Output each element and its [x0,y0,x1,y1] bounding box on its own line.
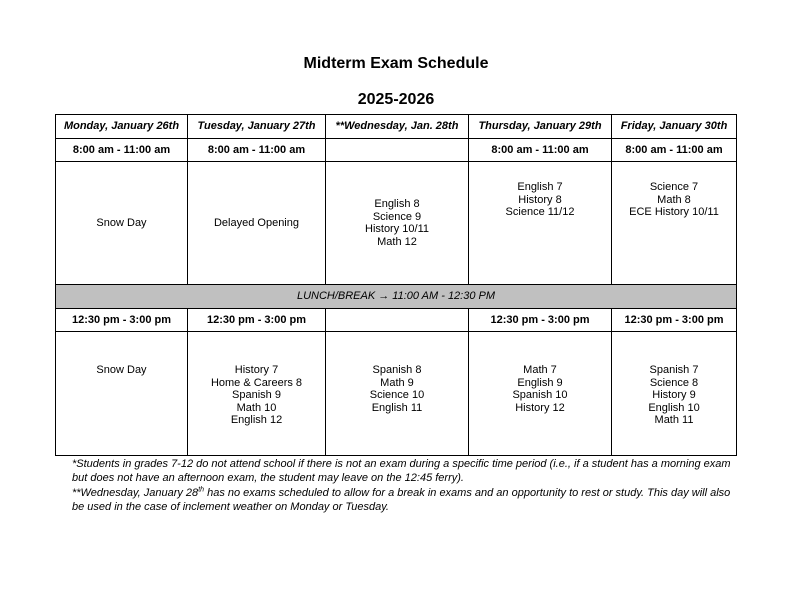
exam-subject: Spanish 7 [649,364,699,376]
exam-subject: History 7 [234,364,279,376]
morning-exam-row [56,162,737,285]
exam-cell [188,162,326,285]
exam-subject: ECE History 10/11 [629,206,719,218]
exam-subject: English 12 [230,414,283,426]
day-header: **Wednesday, Jan. 28th [326,115,469,139]
time-slot: 12:30 pm - 3:00 pm [469,309,612,332]
exam-subject: Science 11/12 [505,206,575,218]
exam-subject: Snow Day [96,216,147,229]
exam-cell [612,332,737,456]
exam-cell [326,162,469,285]
afternoon-exam-row [56,332,737,456]
exam-subject: Spanish 10 [512,389,568,401]
day-header: Friday, January 30th [612,115,737,139]
footnote-wednesday-rest: has no exams scheduled to allow for a break in exams and an opportunity to rest or study. This day will also be used in the case of inclement weather on Monday or Tuesday. [72,486,731,513]
exam-subject: Delayed Opening [213,216,299,229]
exam-subject: Science 9 [372,210,422,223]
exam-subject: Science 7 [649,181,699,193]
exam-subject: English 11 [371,401,423,414]
school-year: 2025-2026 [357,91,435,108]
exam-subject: English 9 [517,376,563,389]
exam-subject: Science 8 [649,376,699,389]
exam-subject: English 7 [517,181,563,193]
exam-cell [188,332,326,456]
page-title: Midterm Exam Schedule [303,55,489,72]
time-slot: 8:00 am - 11:00 am [469,139,612,162]
day-header: Tuesday, January 27th [188,115,326,139]
morning-time-row [56,139,737,162]
day-header: Monday, January 26th [56,115,188,139]
exam-cell [326,332,469,456]
time-slot [326,139,469,162]
time-slot: 12:30 pm - 3:00 pm [56,309,188,332]
afternoon-time-row [56,309,737,332]
exam-subject: English 8 [374,198,420,210]
time-slot [326,309,469,332]
exam-subject: Math 9 [380,376,414,389]
footnote-attendance: *Students in grades 7-12 do not attend school if there is not an exam during a specific time period (i.e., if a student has a morning exam but does not have an afternoon exam, the student may leave on the 12:45 ferry). [72,458,731,485]
exam-subject: Math 11 [654,414,694,426]
exam-subject: History 10/11 [365,223,429,235]
exam-subject: Science 10 [369,389,425,401]
exam-schedule-table [55,114,737,456]
exam-subject: Math 12 [377,235,417,248]
exam-subject: History 12 [515,401,565,414]
exam-cell [469,162,612,285]
exam-subject: History 9 [652,389,696,401]
lunch-break-banner: LUNCH/BREAK → 11:00 AM - 12:30 PM [56,285,737,309]
day-header: Thursday, January 29th [469,115,612,139]
exam-subject: Math 8 [657,193,691,206]
footnotes [72,457,732,514]
time-slot: 8:00 am - 11:00 am [56,139,188,162]
exam-subject: Spanish 9 [232,389,281,401]
exam-subject: Home & Careers 8 [210,376,303,389]
exam-cell [612,162,737,285]
exam-subject: History 8 [518,193,562,206]
exam-subject: English 10 [648,401,700,414]
exam-cell [56,162,188,285]
time-slot: 12:30 pm - 3:00 pm [188,309,326,332]
footnote-wednesday [72,486,732,515]
time-slot: 12:30 pm - 3:00 pm [612,309,737,332]
ordinal-suffix: th [198,485,205,493]
lunch-row [56,285,737,309]
exam-subject: Spanish 8 [372,364,422,376]
time-slot: 8:00 am - 11:00 am [612,139,737,162]
day-header-row [56,115,737,139]
footnote-wednesday-start: **Wednesday, January 28 [72,486,199,499]
exam-subject: Snow Day [96,364,147,376]
exam-subject: Math 7 [523,364,557,376]
exam-subject: Math 10 [236,401,277,414]
exam-cell [469,332,612,456]
time-slot: 8:00 am - 11:00 am [188,139,326,162]
exam-cell [56,332,188,456]
